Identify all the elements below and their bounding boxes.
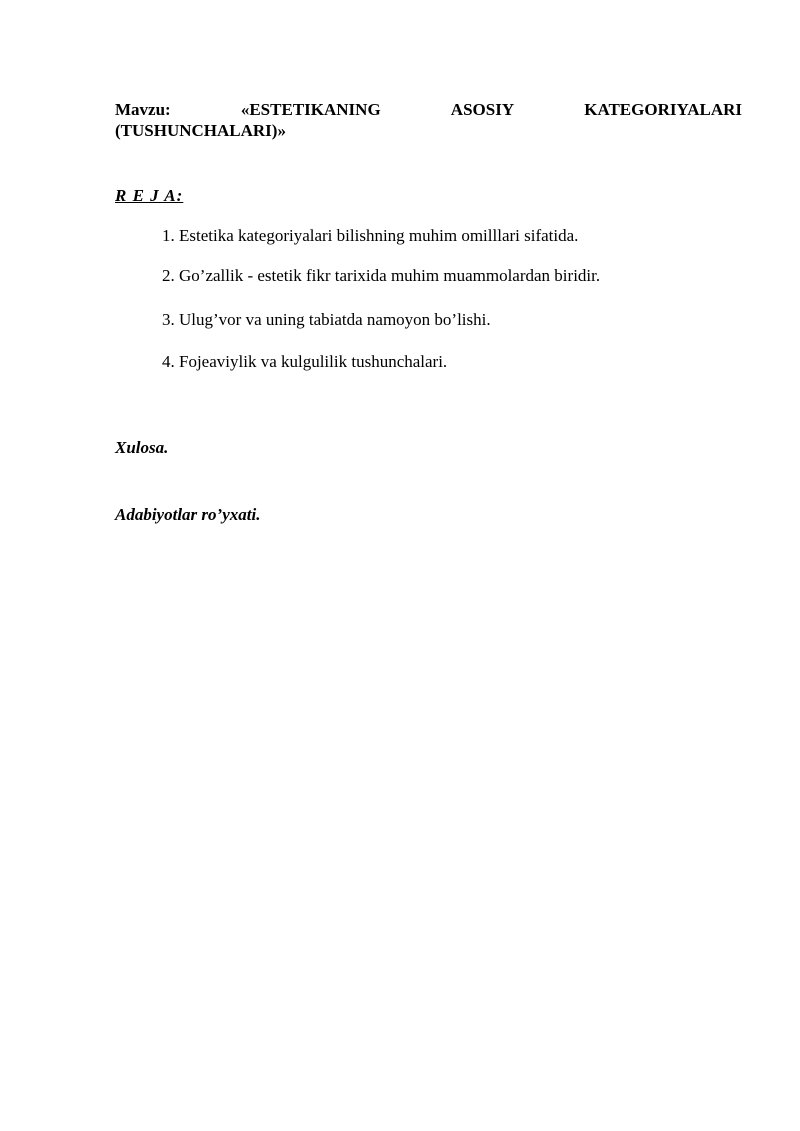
references-heading: Adabiyotlar ro’yxati. [115,505,261,524]
topic-title [115,99,742,141]
plan-item: 3. Ulug’vor va uning tabiatda namoyon bo’lishi. [162,310,491,329]
plan-item: 2. Go’zallik - estetik fikr tarixida muhim muammolardan biridir. [162,266,601,285]
topic-label: Mavzu: [115,100,171,119]
topic-title-line-1 [115,99,742,120]
topic-word: ASOSIY [450,100,515,119]
topic-word: «ESTETIKANING [240,100,381,119]
plan-item: 4. Fojeaviylik va kulgulilik tushunchalari. [162,352,448,371]
conclusion-heading: Xulosa. [115,438,169,457]
topic-title-line-2: (TUSHUNCHALARI)» [115,121,286,140]
plan-heading: R E J A: [115,186,184,205]
plan-item: 1. Estetika kategoriyalari bilishning muhim omilllari sifatida. [162,226,579,245]
topic-word: KATEGORIYALARI [584,100,742,119]
